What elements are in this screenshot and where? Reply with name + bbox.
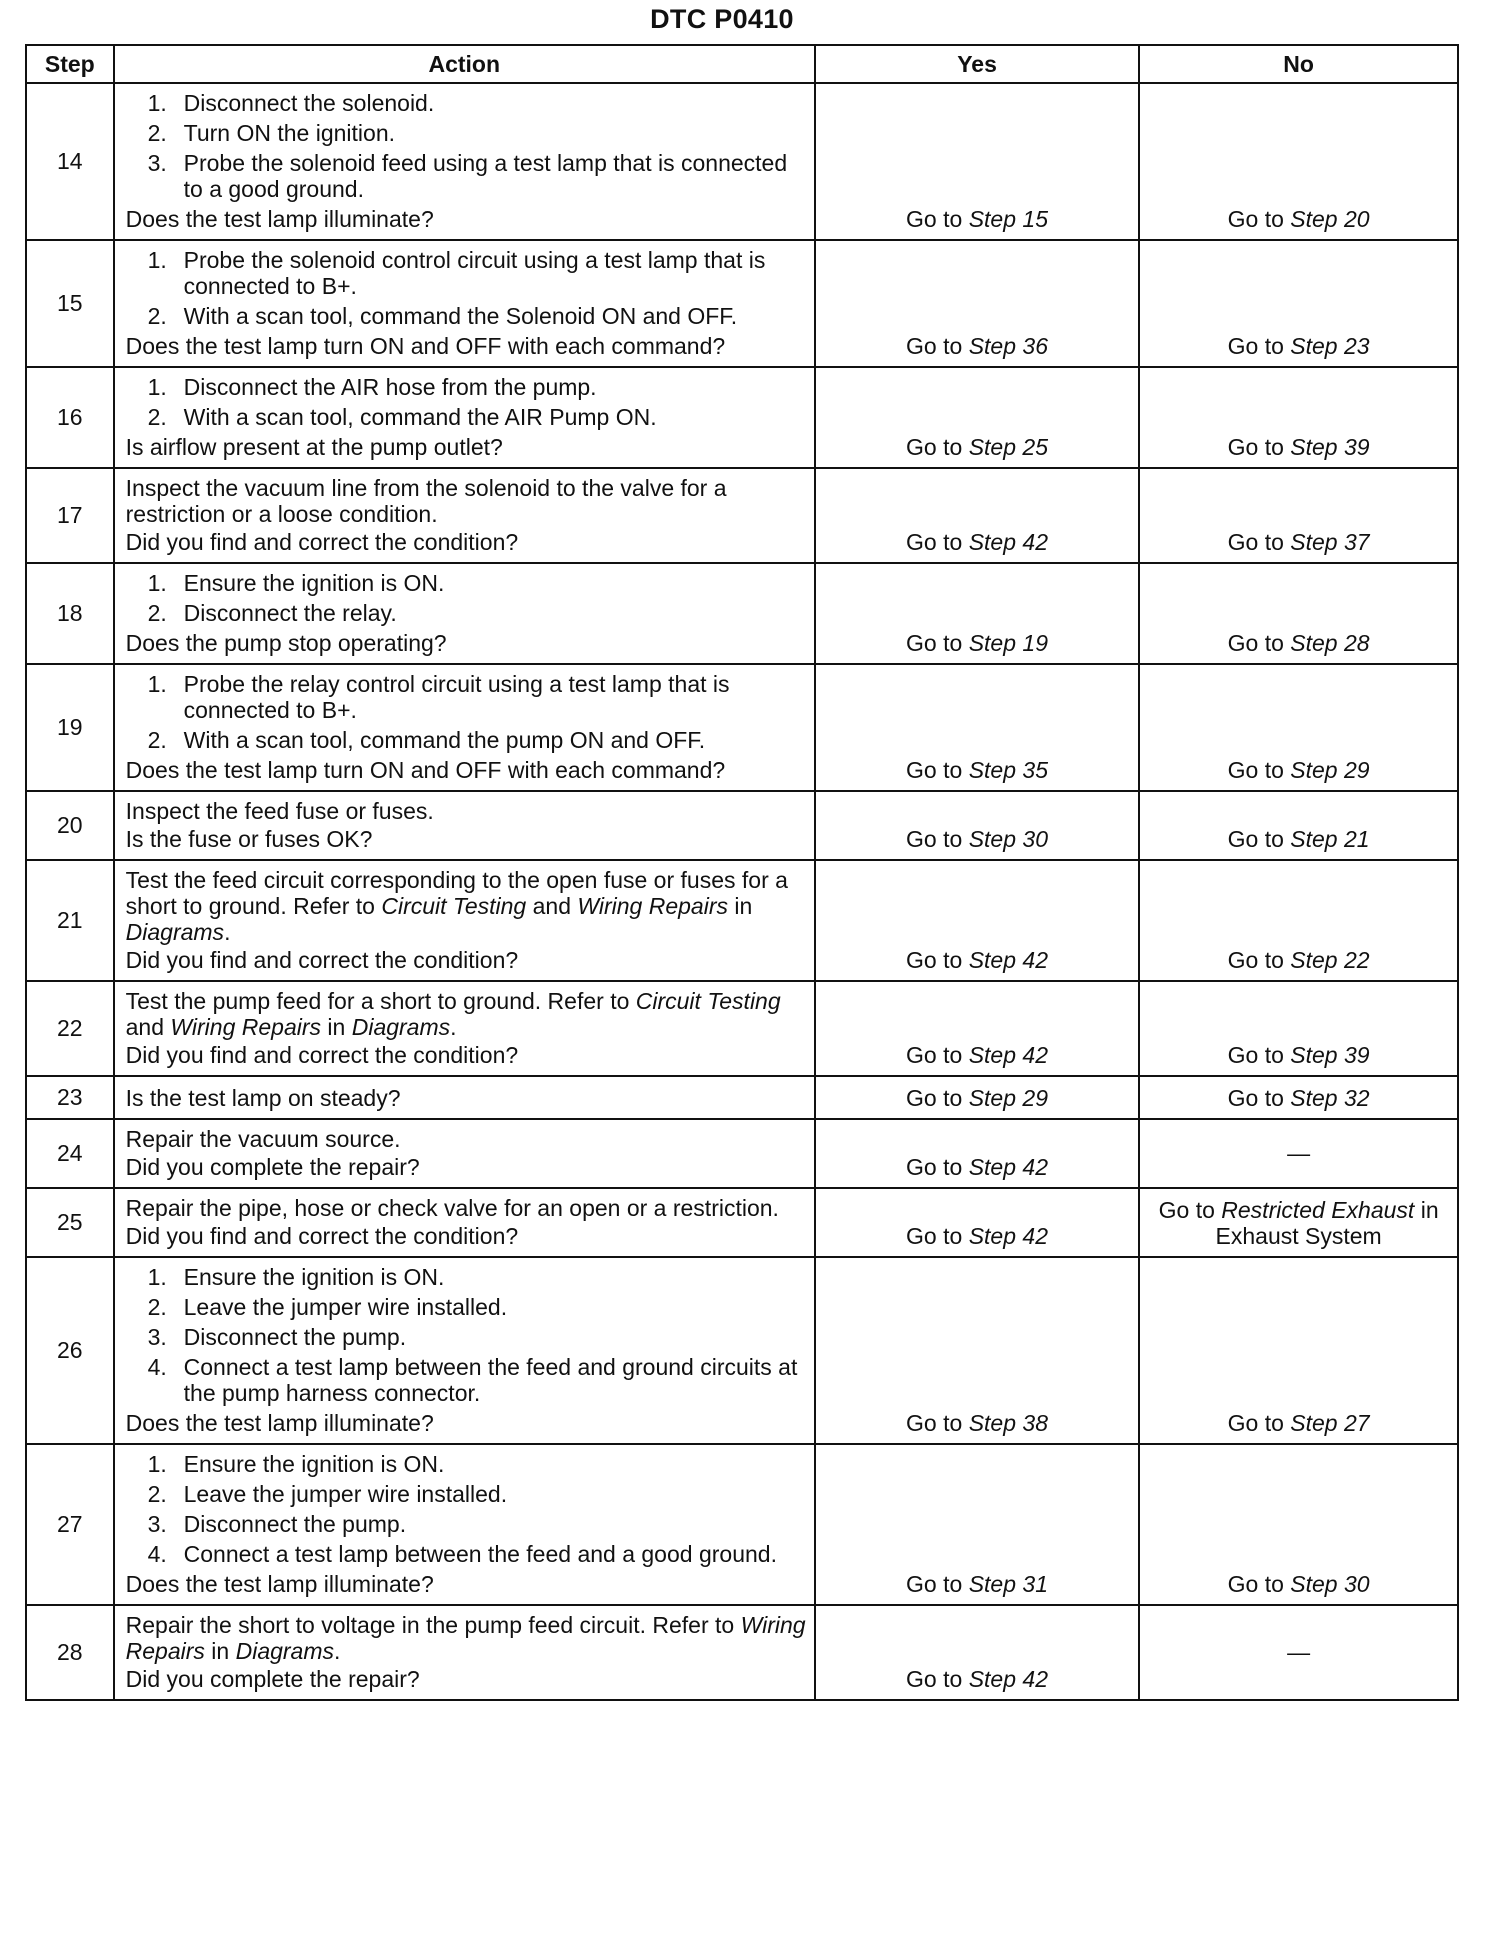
step-number-cell: 18 [26,563,114,664]
action-question: Did you complete the repair? [125,1666,420,1692]
table-row [26,1257,1458,1444]
action-step-text: Probe the solenoid feed using a test lamp that is connected to a good ground. [183,150,788,202]
yes-cell [815,563,1139,664]
table-row [26,367,1458,468]
step-word: Step [968,529,1017,555]
yes-cell [815,1119,1139,1188]
action-step-number: 1. [147,570,167,596]
table-row [26,1188,1458,1257]
action-text [126,798,806,824]
action-question: Did you find and correct the condition? [125,1223,519,1249]
goto-label: Go to [906,1085,963,1111]
action-text [126,1195,806,1221]
step-number-cell: 28 [26,1605,114,1700]
table-row [26,1119,1458,1188]
no-cell [1139,367,1458,468]
header-action: Action [114,45,815,83]
step-word: Step [968,1042,1017,1068]
action-cell [114,1076,815,1119]
text-run: Wiring Repairs [170,1014,322,1040]
no-cell [1139,981,1458,1076]
text-run: Diagrams [235,1638,335,1664]
step-number: 15 [1022,206,1049,232]
table-row [26,664,1458,791]
no-dash: — [1287,1140,1311,1166]
action-cell [114,468,815,563]
text-run: in Exhaust System [1215,1197,1439,1249]
step-number: 21 [1344,826,1370,852]
step-number-cell: 17 [26,468,114,563]
step-number: 20 [1344,206,1370,232]
action-step-number: 1. [147,374,167,400]
action-question: Does the test lamp illuminate? [125,1410,434,1436]
action-cell [114,664,815,791]
step-number: 30 [1022,826,1049,852]
action-step-text: Disconnect the solenoid. [183,90,435,116]
action-step-number: 2. [147,120,167,146]
header-no: No [1139,45,1458,83]
table-body [26,83,1458,1700]
step-number-cell: 25 [26,1188,114,1257]
step-word: Step [968,826,1017,852]
action-steps [126,90,806,202]
no-cell [1139,860,1458,981]
step-number: 42 [1022,1223,1049,1249]
action-step-text: Disconnect the relay. [183,600,397,626]
step-word: Step [968,1154,1017,1180]
no-text [1140,1197,1457,1249]
action-cell [114,1444,815,1605]
yes-cell [815,860,1139,981]
action-text [126,1126,806,1152]
action-step [126,1294,806,1320]
step-number-cell: 22 [26,981,114,1076]
text-run: Repair the pipe, hose or check valve for an open or a restriction. [125,1195,779,1221]
goto-label: Go to [906,434,963,460]
action-steps [126,374,806,430]
yes-cell [815,664,1139,791]
action-step [126,727,806,753]
action-step-number: 2. [147,1294,167,1320]
text-run: Repair the short to voltage in the pump feed circuit. Refer to [125,1612,741,1638]
goto-label: Go to [906,757,963,783]
goto-label: Go to [906,529,963,555]
step-number: 29 [1344,757,1370,783]
step-number-cell: 27 [26,1444,114,1605]
action-step [126,1511,806,1537]
action-question: Does the test lamp illuminate? [125,206,434,232]
table-row [26,83,1458,240]
no-cell [1139,1605,1458,1700]
table-row [26,1605,1458,1700]
action-cell [114,981,815,1076]
action-step [126,671,806,723]
step-number-cell: 23 [26,1076,114,1119]
text-run: Diagrams [125,919,225,945]
action-cell [114,563,815,664]
step-number: 23 [1344,333,1370,359]
step-word: Step [1290,434,1338,460]
step-number-cell: 20 [26,791,114,860]
step-word: Step [1290,1085,1338,1111]
action-step-number: 2. [147,600,167,626]
action-step-text: Ensure the ignition is ON. [183,1451,445,1477]
action-steps [126,247,806,329]
text-run: Repair the vacuum source. [125,1126,401,1152]
step-number: 42 [1022,947,1049,973]
goto-label: Go to [1227,1042,1284,1068]
text-run: Go to [1158,1197,1222,1223]
text-run: and [125,1014,171,1040]
goto-label: Go to [906,1042,963,1068]
action-question: Did you complete the repair? [125,1154,420,1180]
action-step-text: With a scan tool, command the pump ON and OFF. [183,727,706,753]
action-step [126,303,806,329]
step-word: Step [1290,757,1338,783]
yes-cell [815,468,1139,563]
action-text [126,988,806,1040]
yes-cell [815,240,1139,367]
action-step-text: With a scan tool, command the Solenoid ON and OFF. [183,303,738,329]
goto-label: Go to [1227,529,1284,555]
action-cell [114,240,815,367]
goto-label: Go to [906,1571,963,1597]
step-number: 28 [1344,630,1370,656]
step-number: 25 [1022,434,1049,460]
text-run: Wiring Repairs [125,1612,806,1664]
action-step [126,1481,806,1507]
action-step-text: Probe the relay control circuit using a test lamp that is connected to B+. [183,671,730,723]
text-run: in [321,1014,352,1040]
text-run: . [224,919,231,945]
step-number: 42 [1022,1666,1049,1692]
action-question: Is the fuse or fuses OK? [125,826,373,852]
text-run: Inspect the vacuum line from the solenoid to the valve for a restriction or a loose condition. [125,475,727,527]
table-row [26,1076,1458,1119]
step-number: 39 [1344,434,1370,460]
action-question: Does the test lamp turn ON and OFF with each command? [125,333,726,359]
yes-cell [815,83,1139,240]
goto-label: Go to [1227,1085,1284,1111]
text-run: Test the pump feed for a short to ground. Refer to [125,988,636,1014]
step-number: 42 [1022,529,1049,555]
action-steps [126,1264,806,1406]
header-row [26,45,1458,83]
goto-label: Go to [906,947,963,973]
yes-cell [815,1444,1139,1605]
action-step [126,120,806,146]
action-step [126,1264,806,1290]
action-step-text: Disconnect the pump. [183,1511,407,1537]
goto-label: Go to [906,1410,963,1436]
step-word: Step [1290,206,1338,232]
step-number: 22 [1344,947,1370,973]
table-row [26,1444,1458,1605]
action-question: Is airflow present at the pump outlet? [125,434,503,460]
goto-label: Go to [906,826,963,852]
goto-label: Go to [1227,206,1284,232]
action-step [126,1324,806,1350]
text-run: in [204,1638,236,1664]
action-text [126,1612,806,1664]
action-step-text: Leave the jumper wire installed. [183,1294,508,1320]
text-run: Circuit Testing [381,893,527,919]
action-cell [114,367,815,468]
action-step-number: 4. [147,1541,167,1567]
step-number: 39 [1344,1042,1370,1068]
action-step-number: 3. [147,150,167,176]
action-question: Did you find and correct the condition? [125,529,519,555]
action-step [126,150,806,202]
yes-cell [815,1605,1139,1700]
action-step [126,1354,806,1406]
yes-cell [815,1076,1139,1119]
table-row [26,860,1458,981]
no-cell [1139,664,1458,791]
action-step [126,1541,806,1567]
action-question: Did you find and correct the condition? [125,947,519,973]
step-number-cell: 21 [26,860,114,981]
table-row [26,981,1458,1076]
action-question: Is the test lamp on steady? [125,1085,401,1111]
action-step-text: Leave the jumper wire installed. [183,1481,508,1507]
text-run: Test the feed circuit corresponding to the open fuse or fuses for a short to ground. Refer to [125,867,788,919]
action-steps [126,1451,806,1567]
diagnostic-table [25,44,1459,1701]
action-steps [126,570,806,626]
step-word: Step [1290,826,1338,852]
text-run: . [334,1638,341,1664]
action-step-text: With a scan tool, command the AIR Pump ON. [183,404,657,430]
step-word: Step [968,757,1017,783]
yes-cell [815,367,1139,468]
action-step-text: Connect a test lamp between the feed and a good ground. [183,1541,777,1567]
goto-label: Go to [906,333,963,359]
step-number: 19 [1022,630,1049,656]
action-step-number: 3. [147,1511,167,1537]
no-cell [1139,468,1458,563]
goto-label: Go to [1227,1410,1284,1436]
text-run: Restricted Exhaust [1221,1197,1415,1223]
no-dash: — [1287,1639,1311,1665]
action-question: Does the test lamp illuminate? [125,1571,434,1597]
action-steps [126,671,806,753]
action-cell [114,1605,815,1700]
step-number: 38 [1022,1410,1049,1436]
action-question: Does the pump stop operating? [125,630,447,656]
action-step-text: Probe the solenoid control circuit using a test lamp that is connected to B+. [183,247,766,299]
step-number-cell: 14 [26,83,114,240]
action-step-text: Ensure the ignition is ON. [183,570,445,596]
action-cell [114,791,815,860]
step-word: Step [968,1410,1017,1436]
step-word: Step [1290,333,1338,359]
step-word: Step [1290,630,1338,656]
goto-label: Go to [906,1154,963,1180]
yes-cell [815,791,1139,860]
no-cell [1139,791,1458,860]
goto-label: Go to [1227,434,1284,460]
yes-cell [815,1257,1139,1444]
step-number-cell: 19 [26,664,114,791]
step-number: 30 [1344,1571,1370,1597]
text-run: Diagrams [351,1014,451,1040]
page-title: DTC P0410 [650,4,794,34]
goto-label: Go to [906,630,963,656]
table-row [26,563,1458,664]
step-number: 36 [1022,333,1049,359]
action-step-text: Disconnect the AIR hose from the pump. [183,374,597,400]
action-step [126,374,806,400]
action-question: Does the test lamp turn ON and OFF with each command? [125,757,726,783]
goto-label: Go to [1227,1571,1284,1597]
action-step-number: 3. [147,1324,167,1350]
action-step-number: 1. [147,1451,167,1477]
no-cell [1139,1188,1458,1257]
no-cell [1139,1119,1458,1188]
text-run: Wiring Repairs [577,893,728,919]
step-number: 35 [1022,757,1049,783]
action-step [126,404,806,430]
action-step-number: 1. [147,671,167,697]
text-run: in [728,893,753,919]
step-number: 37 [1344,529,1370,555]
step-word: Step [1290,947,1338,973]
action-cell [114,1188,815,1257]
step-word: Step [968,333,1017,359]
step-word: Step [1290,1042,1338,1068]
yes-cell [815,1188,1139,1257]
action-step-number: 2. [147,1481,167,1507]
step-word: Step [968,630,1017,656]
step-number-cell: 26 [26,1257,114,1444]
goto-label: Go to [1227,826,1284,852]
step-number-cell: 15 [26,240,114,367]
table-row [26,468,1458,563]
action-cell [114,83,815,240]
step-word: Step [968,1571,1017,1597]
action-step [126,600,806,626]
action-cell [114,1257,815,1444]
step-number-cell: 16 [26,367,114,468]
action-step [126,570,806,596]
header-yes: Yes [815,45,1139,83]
goto-label: Go to [1227,947,1284,973]
text-run: Circuit Testing [635,988,781,1014]
step-word: Step [968,206,1017,232]
action-step-number: 1. [147,90,167,116]
no-cell [1139,1444,1458,1605]
goto-label: Go to [906,1223,963,1249]
action-cell [114,860,815,981]
step-number: 29 [1022,1085,1049,1111]
step-word: Step [1290,1410,1338,1436]
action-cell [114,1119,815,1188]
text-run: and [526,893,578,919]
action-text [126,475,806,527]
no-cell [1139,240,1458,367]
action-question: Did you find and correct the condition? [125,1042,519,1068]
step-word: Step [968,1666,1017,1692]
step-word: Step [1290,1571,1338,1597]
action-step-text: Ensure the ignition is ON. [183,1264,445,1290]
step-number: 42 [1022,1154,1049,1180]
action-step-text: Disconnect the pump. [183,1324,407,1350]
action-step-text: Connect a test lamp between the feed and ground circuits at the pump harness connector. [183,1354,798,1406]
action-step-number: 1. [147,1264,167,1290]
step-word: Step [968,1085,1017,1111]
header-step: Step [26,45,114,83]
action-text [126,867,806,945]
action-step-number: 2. [147,727,167,753]
action-step-number: 1. [147,247,167,273]
step-word: Step [968,434,1017,460]
goto-label: Go to [906,1666,963,1692]
step-number: 42 [1022,1042,1049,1068]
goto-label: Go to [906,206,963,232]
no-cell [1139,1076,1458,1119]
action-step-number: 4. [147,1354,167,1380]
action-step-text: Turn ON the ignition. [183,120,395,146]
step-number: 27 [1344,1410,1370,1436]
action-step [126,90,806,116]
yes-cell [815,981,1139,1076]
no-cell [1139,83,1458,240]
text-run: . [450,1014,457,1040]
step-word: Step [968,947,1017,973]
step-word: Step [1290,529,1338,555]
action-step [126,247,806,299]
no-cell [1139,563,1458,664]
step-word: Step [968,1223,1017,1249]
step-number: 31 [1022,1571,1049,1597]
goto-label: Go to [1227,757,1284,783]
goto-label: Go to [1227,630,1284,656]
action-step-number: 2. [147,404,167,430]
step-number-cell: 24 [26,1119,114,1188]
goto-label: Go to [1227,333,1284,359]
text-run: Inspect the feed fuse or fuses. [125,798,434,824]
action-step-number: 2. [147,303,167,329]
table-row [26,791,1458,860]
action-step [126,1451,806,1477]
step-number: 32 [1344,1085,1370,1111]
no-cell [1139,1257,1458,1444]
table-row [26,240,1458,367]
